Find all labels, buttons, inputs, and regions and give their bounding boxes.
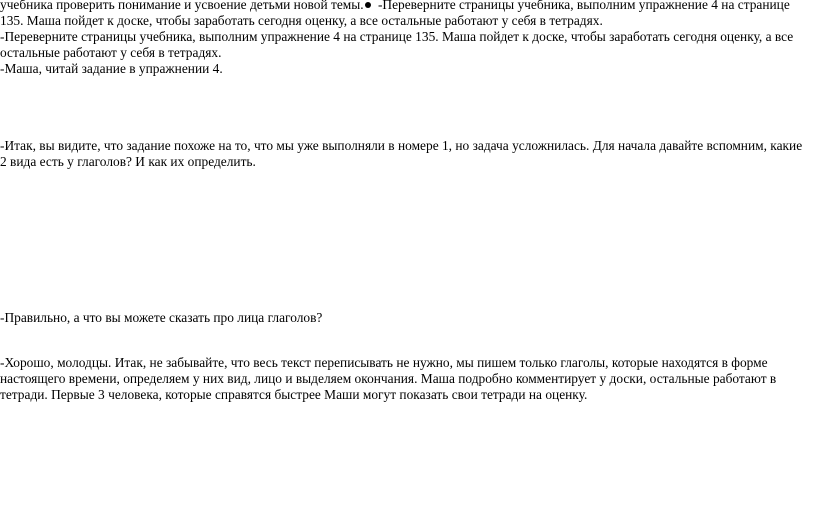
paragraph-3: -Маша, читай задание в упражнении 4.: [0, 61, 223, 76]
paragraph-5: -Правильно, а что вы можете сказать про лица глаголов?: [0, 310, 323, 325]
paragraph-1: [0, 0, 812, 29]
paragraph-2: -Переверните страницы учебника, выполним упражнение 4 на странице 135. Маша пойдет к доске, чтобы заработать сегодня оценку, а все остальные работают у себя в тетрадях.: [0, 29, 794, 60]
paragraph-6: -Хорошо, молодцы. Итак, не забывайте, что весь текст переписывать не нужно, мы пишем только глаголы, которые находятся в форме настоящего времени, определяем у них вид, лицо и выделяем окончания. Маша подробно комментирует у доски, остальные работают в тетради. Первые 3 человека, которые справятся быстрее Маши могут показать свои тетради на оценку.: [0, 355, 777, 402]
bullet-dot-icon: [365, 2, 371, 8]
paragraph-4: -Итак, вы видите, что задание похоже на то, что мы уже выполняли в номере 1, но задача усложнилась. Для начала давайте вспомним, какие 2 вида есть у глаголов? И как их определить.: [0, 138, 803, 169]
paragraph-1-text-a: учебника проверить понимание и усвоение детьми новой темы.: [0, 0, 364, 12]
paragraph-1-text-b: -Переверните страницы учебника, выполним упражнение 4 на странице 135. Маша пойдет к доске, чтобы заработать сегодня оценку, а все остальные работают у себя в тетрадях.: [0, 0, 790, 28]
